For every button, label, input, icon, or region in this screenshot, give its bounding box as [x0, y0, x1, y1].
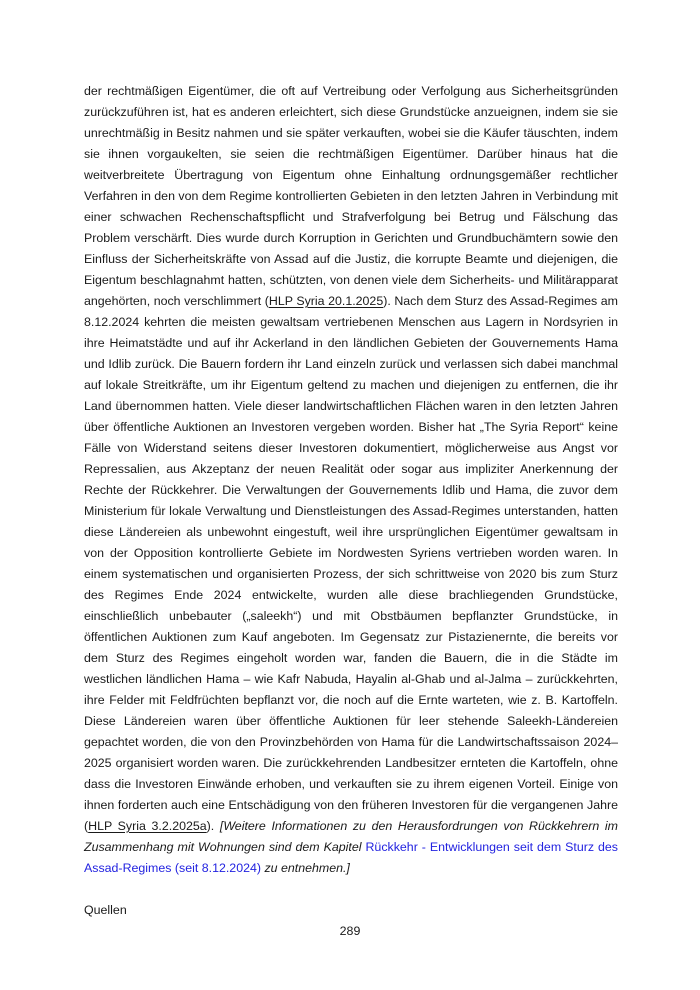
body-text-segment: der rechtmäßigen Eigentümer, die oft auf Vertreibung oder Verfolgung aus Sicherheitsgründen zurückzuführen ist, hat es anderen erleichtert, sich diese Grundstücke anzueignen, indem sie sie unrechtmäßig in Besitz nahmen und sie später verkauften, wobei sie die Käufer täuschten, indem sie ihnen vorgaukelten, sie seien die rechtmäßigen Eigentümer. Darüber hinaus hat die weitverbreitete Übertragung von Eigentum ohne Einhaltung ordnungsgemäßer rechtlicher Verfahren in den von dem Regime kontrollierten Gebieten in den letzten Jahren in Verbindung mit einer schwachen Rechenschaftspflicht und Strafverfolgung bei Betrug und Fälschung das Problem verschärft. Dies wurde durch Korruption in Gerichten und Grundbuchämtern sowie den Einfluss der Sicherheitskräfte von Assad auf die Justiz, die korrupte Beamte und diejenigen, die Eigentum beschlagnahmt hatten, schützten, von denen viele dem Sicherheits- und Militärapparat angehörten, noch verschlimmert ( [84, 84, 622, 308]
body-text-segment: ). [206, 819, 215, 833]
text-block [84, 81, 622, 921]
hlp-syria-20-1-2025-link[interactable]: HLP Syria 20.1.2025 [268, 294, 384, 308]
editorial-note-segment: zu entnehmen.] [261, 861, 350, 875]
body-paragraph [84, 81, 622, 879]
sources-heading: Quellen [84, 903, 127, 917]
page-number: 289 [339, 924, 361, 938]
editorial-note-segment: [Weitere Informationen zu den Herausfordrungen von Rückkehrern im Zusammenhang mit Wohnungen sind dem Kapitel [84, 819, 622, 854]
chapter-rueckkehr-link[interactable]: Rückkehr - Entwicklungen seit dem Sturz des Assad-Regimes (seit 8.12.2024) [84, 840, 621, 875]
hlp-syria-3-2-2025a-link[interactable]: HLP Syria 3.2.2025a [88, 819, 207, 833]
body-text-segment: ). Nach dem Sturz des Assad-Regimes am 8.12.2024 kehrten die meisten gewaltsam vertriebenen Menschen aus Lagern in Nordsyrien in ihre Heimatstädte und auf ihr Ackerland in den ländlichen Gebieten der Gouvernements Hama und Idlib zurück. Die Bauern fordern ihr Land einzeln zurück und verlassen sich dabei manchmal auf lokale Streitkräfte, um ihr Eigentum geltend zu machen und diejenigen zu entfernen, die ihr Land übernommen hatten. Viele dieser landwirtschaftlichen Flächen waren in den letzten Jahren über öffentliche Auktionen an Investoren vergeben worden. Bisher hat „The Syria Report“ keine Fälle von Widerstand seitens dieser Investoren dokumentiert, möglicherweise aus Angst vor Repressalien, aus Akzeptanz der neuen Realität oder sogar aus impliziter Anerkennung der Rechte der Rückkehrer. Die Verwaltungen der Gouvernements Idlib und Hama, die zuvor dem Ministerium für lokale Verwaltung und Dienstleistungen des Assad-Regimes unterstanden, hatten diese Ländereien als unbewohnt eingestuft, weil ihre ursprünglichen Eigentümer gewaltsam in von der Opposition kontrollierte Gebiete im Nordwesten Syriens vertrieben worden waren. In einem systematischen und organisierten Prozess, der sich schrittweise von 2020 bis zum Sturz des Regimes Ende 2024 entwickelte, wurden alle diese brachliegenden Grundstücke, einschließlich unbebauter („saleekh“) und mit Obstbäumen bepflanzter Grundstücke, in öffentlichen Auktionen zum Kauf angeboten. Im Gegensatz zur Pistazienernte, die bereits vor dem Sturz des Regimes eingeholt worden war, fanden die Bauern, die in die Städte im westlichen ländlichen Hama – wie Kafr Nabuda, Hayalin al-Ghab und al-Jalma – zurückkehrten, ihre Felder mit Feldfrüchten bepflanzt vor, die noch auf die Ernte warteten, wie z. B. Kartoffeln. Diese Ländereien waren über öffentliche Auktionen für leer stehende Saleekh-Ländereien gepachtet worden, die von den Provinzbehörden von Hama für die Landwirtschaftssaison 2024–2025 organisiert worden waren. Die zurückkehrenden Landbesitzer ernteten die Kartoffeln, ohne dass die Investoren Einwände erhoben, und verkauften sie zu ihrem eigenen Vorteil. Einige von ihnen forderten auch eine Entschädigung von den früheren Investoren für die vergangenen Jahre ( [84, 294, 622, 833]
